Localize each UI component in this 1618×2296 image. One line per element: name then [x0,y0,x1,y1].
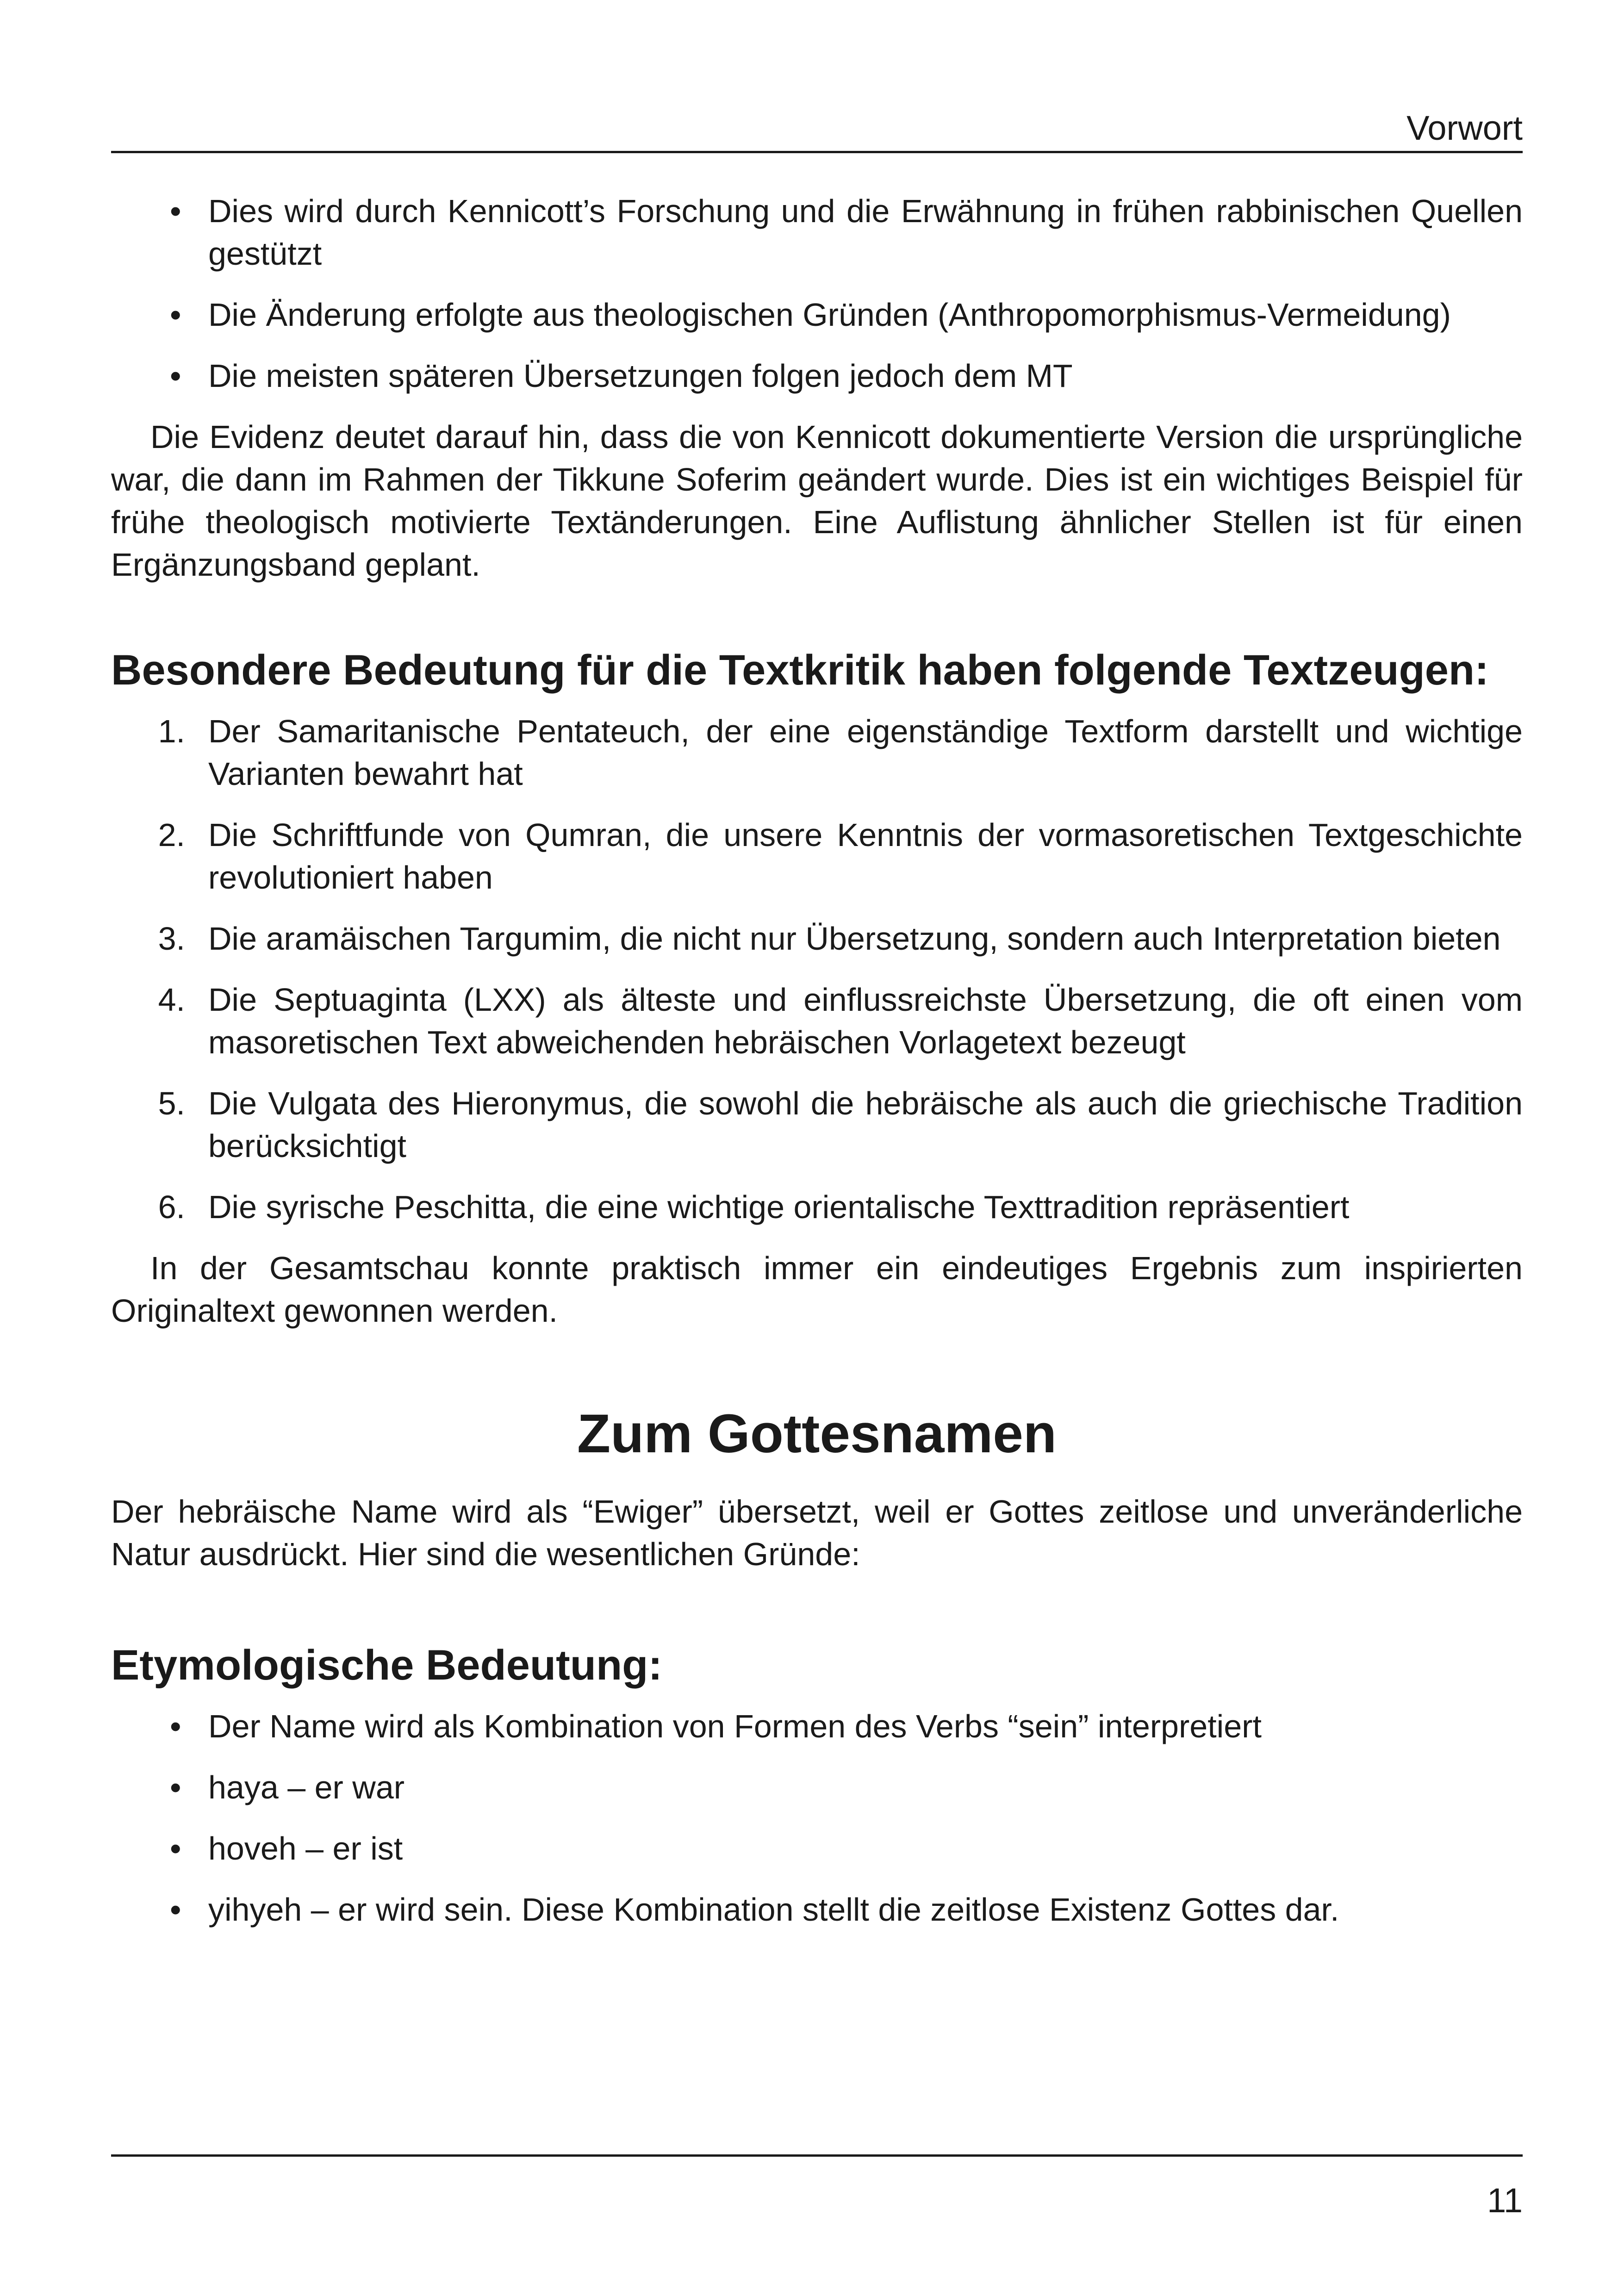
list-item [111,710,1523,795]
list-number: 3. [158,921,185,957]
page-number: 11 [1487,2181,1523,2220]
list-item-text: Die Änderung erfolgte aus theologischen Gründen (Anthropomorphismus-Vermeidung) [208,297,1451,333]
chapter-title: Zum Gottesnamen [577,1403,1057,1464]
list-item [111,1827,1523,1870]
list-number: 1. [158,713,185,749]
list-item-text: Die meisten späteren Übersetzungen folgen jedoch dem MT [208,358,1073,394]
bullet-marker: • [170,1830,181,1867]
bullet-marker: • [170,1708,181,1744]
list-number: 2. [158,817,185,853]
list-item-text: Die syrische Peschitta, die eine wichtige orientalische Texttradition repräsentiert [208,1189,1350,1225]
list-item [111,814,1523,899]
list-item [111,1705,1523,1748]
page-footer [111,2154,1523,2220]
list-item [111,1888,1523,1931]
list-item [111,355,1523,397]
witnesses-conclusion: In der Gesamtschau konnte praktisch immer ein eindeutiges Ergebnis zum inspirierten Originaltext gewonnen werden. [111,1250,1523,1329]
chapter-intro: Der hebräische Name wird als “Ewiger” übersetzt, weil er Gottes zeitlose und unveränderliche Natur ausdrückt. Hier sind die wesentlichen Gründe: [111,1493,1523,1572]
list-item [111,1186,1523,1228]
list-number: 4. [158,982,185,1018]
list-item-text: Der Name wird als Kombination von Formen des Verbs “sein” interpretiert [208,1708,1262,1744]
bullet-marker: • [170,1769,181,1805]
list-item-text: haya – er war [208,1769,405,1805]
list-item-text: Die aramäischen Targumim, die nicht nur Übersetzung, sondern auch Interpretation bieten [208,921,1501,957]
list-item-text: Die Schriftfunde von Qumran, die unsere Kenntnis der vormasoretischen Textgeschichte revolutioniert haben [208,817,1523,896]
witnesses-numbered-list [111,710,1523,1228]
list-item [111,190,1523,275]
list-number: 5. [158,1085,185,1121]
list-item [111,1082,1523,1167]
bullet-marker: • [170,193,181,229]
list-item-text: Die Septuaginta (LXX) als älteste und einflussreichste Übersetzung, die oft einen vom masoretischen Text abweichenden hebräischen Vorlagetext bezeugt [208,982,1523,1060]
list-item-text: hoveh – er ist [208,1830,403,1867]
list-item [111,1766,1523,1809]
running-header-title: Vorwort [1406,109,1523,147]
evidence-paragraph: Die Evidenz deutet darauf hin, dass die von Kennicott dokumentierte Version die ursprüngliche war, die dann im Rahmen der Tikkune Soferim geändert wurde. Dies ist ein wichtiges Beispiel für frühe theologisch motivierte Textänderungen. Eine Auflistung ähnlicher Stellen ist für einen Ergänzungsband geplant. [111,419,1523,583]
list-item [111,917,1523,960]
list-item-text: Die Vulgata des Hieronymus, die sowohl die hebräische als auch die griechische Tradition berücksichtigt [208,1085,1523,1164]
witnesses-heading: Besondere Bedeutung für die Textkritik haben folgende Textzeugen: [111,647,1489,694]
list-number: 6. [158,1189,185,1225]
list-item-text: yihyeh – er wird sein. Diese Kombination stellt die zeitlose Existenz Gottes dar. [208,1892,1339,1928]
bullet-marker: • [170,1892,181,1928]
etymology-heading: Etymologische Bedeutung: [111,1642,662,1689]
list-item-text: Der Samaritanische Pentateuch, der eine eigenständige Textform darstellt und wichtige Varianten bewahrt hat [208,713,1523,792]
list-item [111,293,1523,336]
list-item [111,978,1523,1064]
list-item-text: Dies wird durch Kennicott’s Forschung und die Erwähnung in frühen rabbinischen Quellen gestützt [208,193,1523,272]
intro-bullet-list [111,190,1523,397]
etymology-bullet-list [111,1705,1523,1931]
page-header [111,103,1523,153]
bullet-marker: • [170,297,181,333]
bullet-marker: • [170,358,181,394]
page-content [111,190,1523,1949]
